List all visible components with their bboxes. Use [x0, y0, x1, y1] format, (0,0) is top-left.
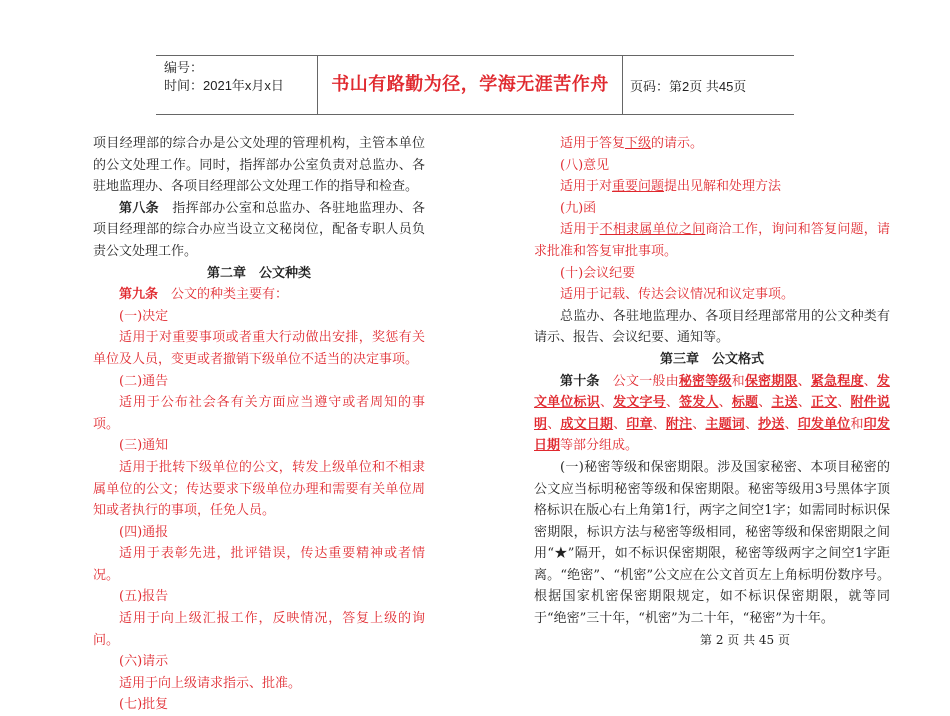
format-element: 印章 [626, 416, 653, 432]
format-element: 抄送 [758, 416, 785, 432]
article-heading: 第八条 [119, 200, 159, 216]
format-element: 主送 [771, 395, 798, 411]
text-run: 、 [837, 395, 851, 411]
chapter-heading: 第三章 公文格式 [659, 351, 764, 367]
text-run: 、 [797, 395, 811, 411]
list-item-description: 适用于向上级汇报工作，反映情况，答复上级的询问。 [93, 611, 425, 648]
text-run: 、 [692, 416, 706, 432]
text-run: 、 [758, 395, 772, 411]
text-run: 、 [665, 395, 680, 411]
list-item-title: (七)批复 [119, 697, 169, 713]
list-item-description: 适用于记载、传达会议情况和议定事项。 [560, 287, 795, 303]
list-item-title: (十)会议纪要 [560, 265, 636, 281]
format-element: 紧急程度 [810, 373, 864, 389]
list-item-title: (三)通知 [119, 438, 169, 454]
format-element: 附件说明 [534, 395, 890, 432]
text-run: 、 [652, 416, 666, 432]
header-page-number: 页码：第2页 共45页 [630, 79, 747, 94]
format-element: 印发单位 [797, 416, 851, 432]
format-element: 标题 [731, 395, 759, 411]
text-run: 适用于对 [560, 179, 613, 195]
text-run: 适用于答复 [560, 136, 626, 151]
text-run: 提出见解和处理方法 [664, 179, 782, 195]
page-footer: 第 2 页 共 45 页 [700, 633, 790, 647]
right-column [534, 133, 890, 630]
list-item-description: 适用于批转下级单位的公文，转发上级单位和不相隶属单位的公文；传达要求下级单位办理和需要有关单位周知或者执行的事项，任免人员。 [93, 459, 425, 519]
format-element: 附注 [665, 416, 693, 432]
text-run: 的请示。 [651, 136, 704, 151]
format-element: 正文 [810, 395, 838, 411]
list-item-title: (二)通告 [119, 373, 169, 389]
underlined-term: 重要问题 [612, 179, 665, 195]
text-run: 和 [850, 416, 864, 432]
list-item-title: (六)请示 [119, 654, 169, 670]
format-element: 发文字号 [613, 395, 666, 411]
article-9 [93, 284, 425, 306]
paragraph: 项目经理部的综合办是公文处理的管理机构，主管本单位的公文处理工作。同时，指挥部办公室负责对总监办、各驻地监理办、各项目经理部公文处理工作的指导和检查。 [93, 136, 425, 195]
list-item-description: 适用于对重要事项或者重大行动做出安排，奖惩有关单位及人员，变更或者撤销下级单位不适当的决定事项。 [93, 330, 425, 367]
format-element: 成文日期 [560, 416, 614, 432]
article-10 [534, 371, 890, 457]
text-run: 、 [744, 416, 759, 432]
list-item-description: 适用于表彰先进，批评错误，传达重要精神或者情况。 [93, 546, 425, 583]
text-run: 公文一般由 [599, 373, 679, 389]
text-run: 、 [547, 416, 561, 432]
header-divider [622, 56, 623, 114]
document-number-label: 编号： [164, 60, 204, 75]
list-item-description [534, 219, 890, 262]
format-element: 秘密等级 [678, 373, 732, 389]
text-run: 、 [718, 395, 732, 411]
text-run: 、 [599, 395, 614, 411]
list-item-title: (四)通报 [119, 524, 169, 540]
article-body: 公文的种类主要有： [158, 287, 289, 303]
left-column [93, 133, 425, 716]
text-run: 和 [731, 373, 745, 389]
paragraph: (一)秘密等级和保密期限。涉及国家秘密、本项目秘密的公文应当标明秘密等级和保密期限。秘密等级用3号黑体字顶格标识在版心右上角第1行，两字之间空1字；如需同时标识保密期限，标识方法与秘密等级相同，秘密等级和保密期限之间用“★”隔开，如不标识保密期限，秘密等级两字之间空1字距离。“绝密”、“机密”公文应在公文首页左上角标明份数序号。根据国家机密保密期限规定，如不标识保密期限，就等同于“绝密”三十年，“机密”为二十年，“秘密”为十年。 [534, 459, 890, 627]
list-item-title: (五)报告 [119, 589, 169, 605]
format-element: 发文单位标识 [534, 373, 890, 411]
article-heading: 第十条 [560, 373, 600, 389]
header-meta [164, 59, 284, 95]
article-heading: 第九条 [119, 287, 159, 303]
list-item-description: 适用于向上级请求指示、批准。 [119, 675, 302, 691]
header-motto: 书山有路勤为径，学海无涯苦作舟 [331, 74, 609, 95]
underlined-term: 不相隶属单位之间 [599, 222, 706, 238]
list-item-title: (九)函 [560, 200, 597, 216]
list-item-description [534, 176, 890, 198]
text-run: 、 [613, 416, 627, 432]
list-item-description: 适用于公布社会各有关方面应当遵守或者周知的事项。 [93, 395, 425, 432]
text-run: 商洽工作，询问和答复问题，请求批准和答复审批事项。 [534, 222, 890, 259]
text-run: 、 [797, 373, 811, 389]
text-run: 等部分组成。 [560, 438, 639, 454]
text-run: 、 [784, 416, 798, 432]
format-element: 印发日期 [534, 416, 890, 454]
format-element: 保密期限 [744, 373, 798, 389]
format-element: 主题词 [705, 416, 745, 432]
paragraph: 总监办、各驻地监理办、各项目经理部常用的公文种类有请示、报告、会议纪要、通知等。 [534, 308, 890, 346]
text-run: 适用于 [560, 222, 600, 238]
chapter-heading: 第二章 公文种类 [206, 265, 311, 281]
list-item-title: (八)意见 [560, 157, 610, 173]
article-8 [93, 198, 425, 263]
underlined-term: 下级 [625, 136, 652, 151]
list-item-title: (一)决定 [119, 308, 169, 324]
list-item-description [534, 133, 890, 155]
format-element: 签发人 [679, 395, 719, 411]
article-body: 指挥部办公室和总监办、各驻地监理办、各项目经理部的综合办应当设立文秘岗位，配备专职人员负责公文处理工作。 [93, 200, 425, 259]
document-time-label: 时间：2021年x月x日 [164, 78, 284, 93]
page-header [156, 55, 794, 115]
text-run: 、 [863, 373, 877, 389]
